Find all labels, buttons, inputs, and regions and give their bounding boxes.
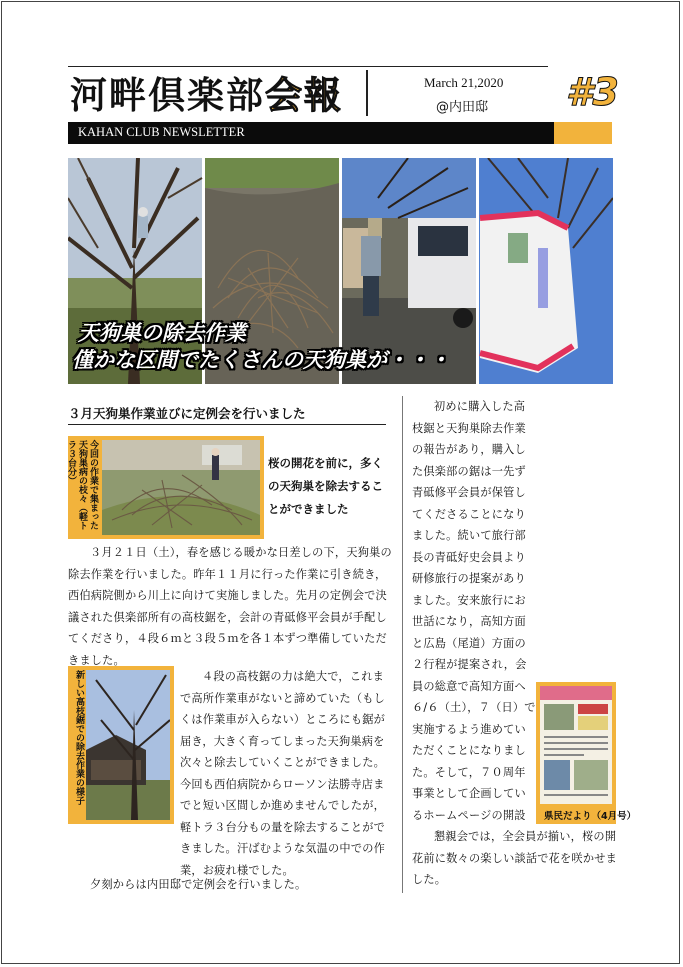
paragraph-2-part: [180, 666, 392, 881]
paragraph-3: 夕刻からは内田邸で定例会を行いました。: [90, 878, 307, 891]
article-heading: ３月天狗巣作業並びに定例会を行いました: [68, 406, 306, 421]
issue-date: March 21,2020: [424, 75, 504, 90]
title-suffix: 会報: [265, 74, 343, 117]
photo-lantern: [479, 158, 613, 384]
photo1-caption: 今回の作業で集まった天狗巣病の枝々（軽トラ３台分）: [66, 440, 98, 530]
paragraph-1: ３月２１日（土），春を感じる暖かな日差しの下，天狗巣の除去作業を行いました。昨年１１月に行った作業に引き続き，西伯病院側から川上に向けて実施しました。先月の定例会で決議された倶楽部所有の高枝鋸を，会計の青砥修平会員が手配してくださり，４段６ｍと３段５ｍを各１本ずつ準備していただきました。: [68, 546, 392, 667]
paragraph-2: ４段の高枝鋸の力は絶大で，これまで高所作業車がないと諦めていた（もしくは作業車が入らない）ところにも鋸が届き，大きく育ってしまった天狗巣病を次々と除去していくことができました。今回も西伯病院からローソン法勝寺店までと短い区間しか進めませんでしたが，軽トラ３台分もの量を除去することができました。汗ばむような気温の中での作業，お疲れ様でした。: [180, 670, 385, 877]
accent-bar: [554, 122, 612, 144]
hero-caption-line1: 天狗巣の除去作業: [78, 321, 246, 345]
right-paragraph-1-text: 初めに購入した高枝鋸と天狗巣除去作業の報告があり，購入した倶楽部の鋸は一先ず青砥修平会員が保管してくださることになりました。続いて旅行部長の青砥好史会員より研修旅行の提案がありました。安来旅行にお世話になり，高知方面と広島（尾道）方面の２行程が提案され，会員の総意で高知方面へ６/６（土），７（日）で実施するよう進めていただくことになりました。そして，７０周年事業として企画しているホームページの開設: [412, 400, 536, 822]
newsletter-subtitle: KAHAN CLUB NEWSLETTER: [78, 125, 245, 139]
masthead-divider: [366, 70, 368, 116]
photo1-branch-pile: [102, 440, 260, 535]
right-paragraph-2: 懇親会では，全会員が揃い，桜の開花前に数々の楽しい談話で花を咲かせました。: [412, 830, 617, 886]
column-separator: [402, 396, 403, 893]
photo1-frame: [68, 436, 264, 539]
photo2-caption: 新しい高枝鋸での除去作業の様子: [74, 670, 84, 805]
kenmin-photo-frame: [536, 682, 637, 824]
photo2-frame: [68, 666, 174, 824]
intro-highlight: 桜の開花を前に，多くの天狗巣を除去することができました: [268, 456, 383, 516]
kenmin-newsletter-image: [540, 686, 612, 804]
heading-rule: [68, 424, 386, 425]
kenmin-caption: 県民だより（4月号）: [544, 811, 637, 822]
newsletter-title: [70, 72, 343, 120]
meeting-place: @内田邸: [436, 100, 489, 115]
issue-number: #3: [566, 70, 619, 114]
hero-caption-line2: 僅かな区間でたくさんの天狗巣が・・・: [72, 348, 450, 372]
title-main: 河畔倶楽部: [70, 74, 265, 117]
masthead-rule: [68, 66, 548, 67]
photo2-house-tree: [86, 670, 170, 820]
